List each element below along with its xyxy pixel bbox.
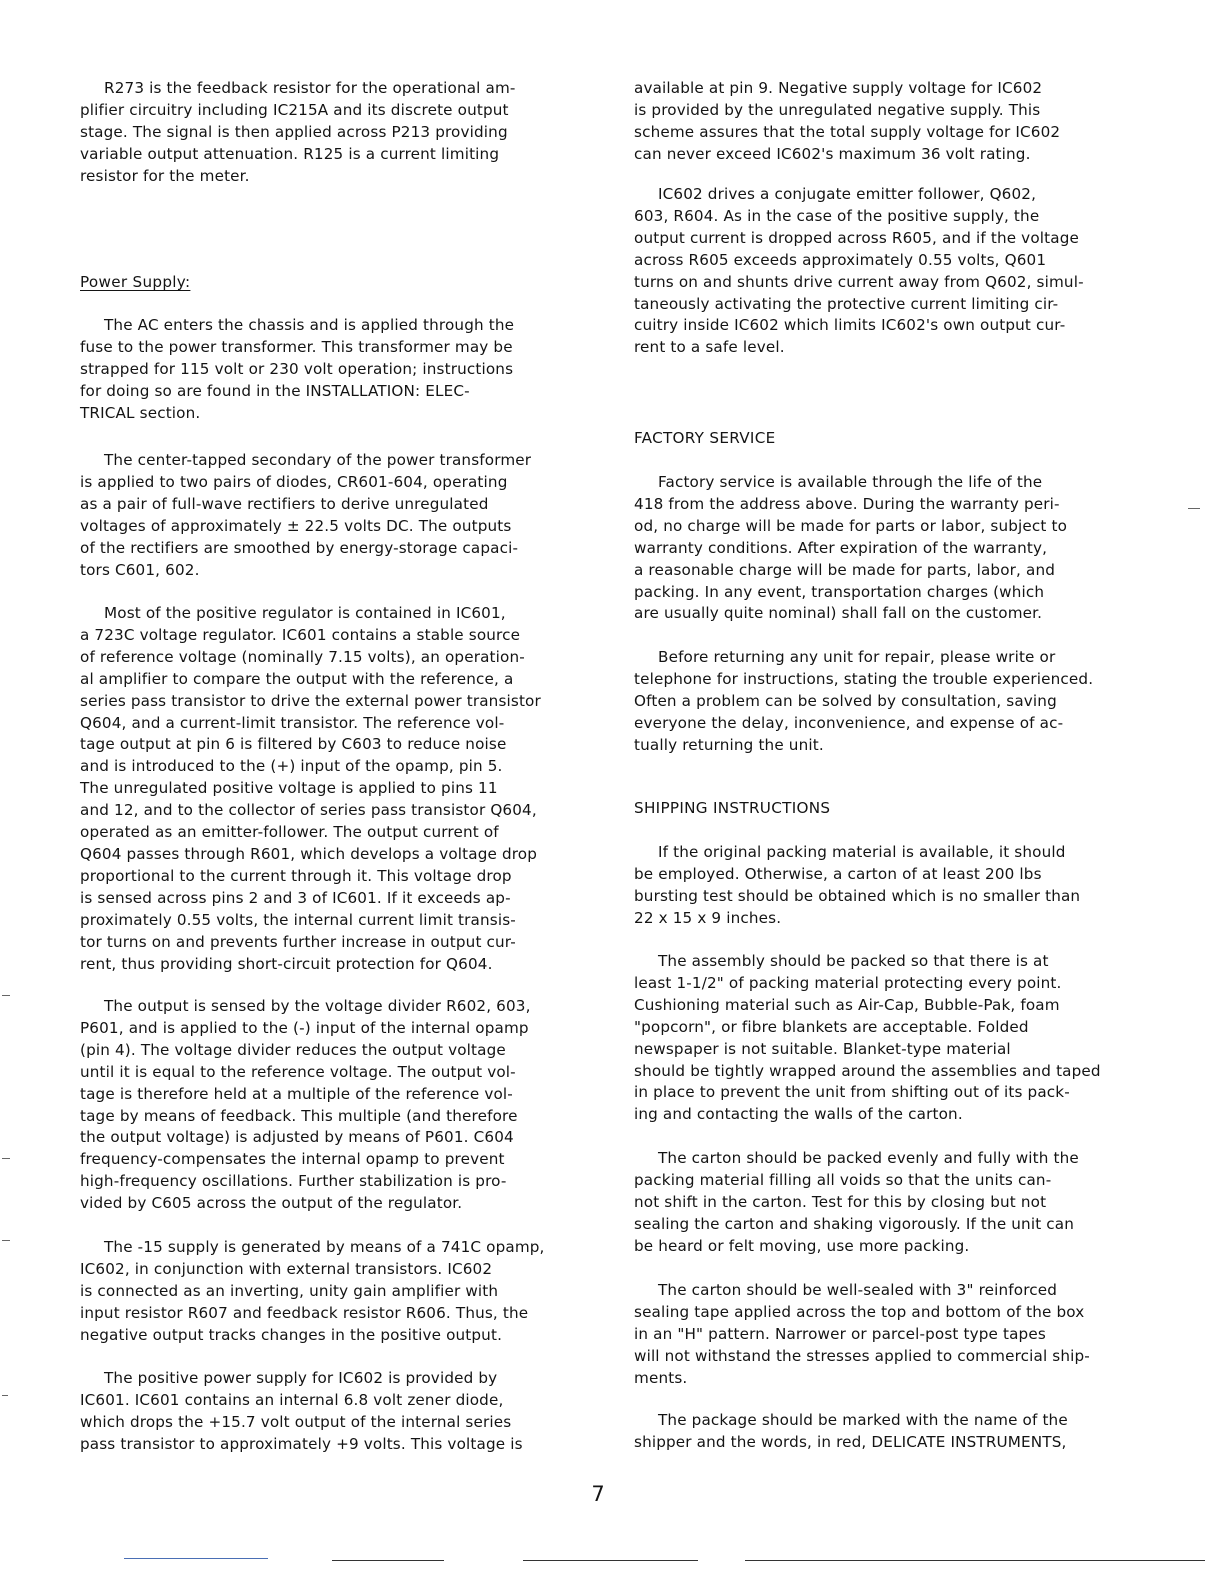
page-number: 7 <box>591 1482 605 1506</box>
power-supply-heading: Power Supply: <box>80 273 191 291</box>
paragraph-r273: R273 is the feedback resistor for the operational am- plifier circuitry including IC215A and its discrete output stage. The signal is then applied across P213 providing variable output attenuation. R125 is a current limiting resistor for the meter. <box>80 79 516 185</box>
scan-artifact <box>1188 508 1200 509</box>
scan-artifact <box>2 995 10 996</box>
bottom-rule <box>332 1560 444 1561</box>
bottom-rule <box>124 1558 268 1559</box>
factory-service-heading: FACTORY SERVICE <box>634 429 776 447</box>
scan-artifact <box>2 1158 10 1159</box>
paragraph-positive-regulator: Most of the positive regulator is contained in IC601, a 723C voltage regulator. IC601 contains a stable source of reference voltage (nominally 7.15 volts), an operation- al amplifier to compare the output with the reference, a series pass transistor to drive the external power transistor Q604, and a current-limit transistor. The reference vol- tage output at pin 6 is filtered by C603 to reduce noise and is introduced to the (+) input of the opamp, pin 5. The unregulated positive voltage is applied to pins 11 and 12, and to the collector of series pass transistor Q604, operated as an emitter-follower. The output current of Q604 passes through R601, which develops a voltage drop proportional to the current through it. This voltage drop is sensed across pins 2 and 3 of IC601. If it exceeds ap- proximately 0.55 volts, the internal current limit transis- tor turns on and prevents further increase in output cur- rent, thus providing short-circuit protection for Q604. <box>80 604 541 973</box>
paragraph-minus-15-supply: The -15 supply is generated by means of a 741C opamp, IC602, in conjunction with external transistors. IC602 is connected as an inverting, unity gain amplifier with input resistor R607 and feedback resistor R606. Thus, the negative output tracks changes in the positive output. <box>80 1238 545 1344</box>
paragraph-before-returning: Before returning any unit for repair, please write or telephone for instructions, stating the trouble experienced. Often a problem can be solved by consultation, saving everyone the delay, inconvenience, and expense of ac- tually returning the unit. <box>634 648 1094 754</box>
paragraph-factory-service: Factory service is available through the life of the 418 from the address above. During the warranty peri- od, no charge will be made for parts or labor, subject to warranty conditions. After expiration of the warranty, a reasonable charge will be made for parts, labor, and packing. In any event, transportation charges (which are usually quite nominal) shall fall on the customer. <box>634 473 1068 623</box>
paragraph-ic602-drives: IC602 drives a conjugate emitter follower, Q602, 603, R604. As in the case of the positive supply, the output current is dropped across R605, and if the voltage across R605 exceeds approximately 0.55 volts, Q601 turns on and shunts drive current away from Q602, simul- taneously activating the protective current limiting cir- cuitry inside IC602 which limits IC602's own output cur- rent to a safe level. <box>634 185 1084 357</box>
paragraph-original-packing: If the original packing material is available, it should be employed. Otherwise, a carton of at least 200 lbs bursting test should be obtained which is no smaller than 22 x 15 x 9 inches. <box>634 843 1081 927</box>
bottom-rule <box>523 1560 698 1561</box>
paragraph-well-sealed: The carton should be well-sealed with 3" reinforced sealing tape applied across the top and bottom of the box in an "H" pattern. Narrower or parcel-post type tapes will not withstand the stresses applied to commercial ship- ments. <box>634 1281 1090 1387</box>
paragraph-package-marked: The package should be marked with the name of the shipper and the words, in red, DELICATE INSTRUMENTS, <box>634 1411 1068 1451</box>
shipping-instructions-heading: SHIPPING INSTRUCTIONS <box>634 799 831 817</box>
paragraph-positive-supply-ic602: The positive power supply for IC602 is provided by IC601. IC601 contains an internal 6.8 volt zener diode, which drops the +15.7 volt output of the internal series pass transistor to approximately +9 volts. This voltage is <box>80 1369 523 1453</box>
paragraph-center-tapped: The center-tapped secondary of the power transformer is applied to two pairs of diodes, CR601-604, operating as a pair of full-wave rectifiers to derive unregulated voltages of approximately ± 22.5 volts DC. The outputs of the rectifiers are smoothed by energy-storage capaci- tors C601, 602. <box>80 451 532 579</box>
bottom-rule <box>745 1560 1205 1561</box>
paragraph-ac-input: The AC enters the chassis and is applied through the fuse to the power transformer. This transformer may be strapped for 115 volt or 230 volt operation; instructions for doing so are found in the INSTALLATION: ELEC- TRICAL section. <box>80 316 515 422</box>
paragraph-assembly-packed: The assembly should be packed so that there is at least 1-1/2" of packing material protecting every point. Cushioning material such as Air-Cap, Bubble-Pak, foam "popcorn", or fibre blankets are acceptable. Folded newspaper is not suitable. Blanket-type material should be tightly wrapped around the assemblies and taped in place to prevent the unit from shifting out of its pack- ing and contacting the walls of the carton. <box>634 952 1101 1124</box>
paragraph-output-sensed: The output is sensed by the voltage divider R602, 603, P601, and is applied to the (-) input of the internal opamp (pin 4). The voltage divider reduces the output voltage until it is equal to the reference voltage. The output vol- tage is therefore held at a multiple of the reference vol- tage by means of feedback. This multiple (and therefore the output voltage) is adjusted by means of P601. C604 frequency-compensates the internal opamp to prevent high-frequency oscillations. Further stabilization is pro- vided by C605 across the output of the regulator. <box>80 997 531 1213</box>
scan-artifact <box>2 1395 8 1396</box>
paragraph-carton-evenly: The carton should be packed evenly and fully with the packing material filling all voids so that the units can- not shift in the carton. Test for this by closing but not sealing the carton and shaking vigorously. If the unit can be heard or felt moving, use more packing. <box>634 1149 1079 1255</box>
scan-artifact <box>2 1240 10 1241</box>
paragraph-available-pin9: available at pin 9. Negative supply voltage for IC602 is provided by the unregulated negative supply. This scheme assures that the total supply voltage for IC602 can never exceed IC602's maximum 36 volt rating. <box>634 79 1061 163</box>
